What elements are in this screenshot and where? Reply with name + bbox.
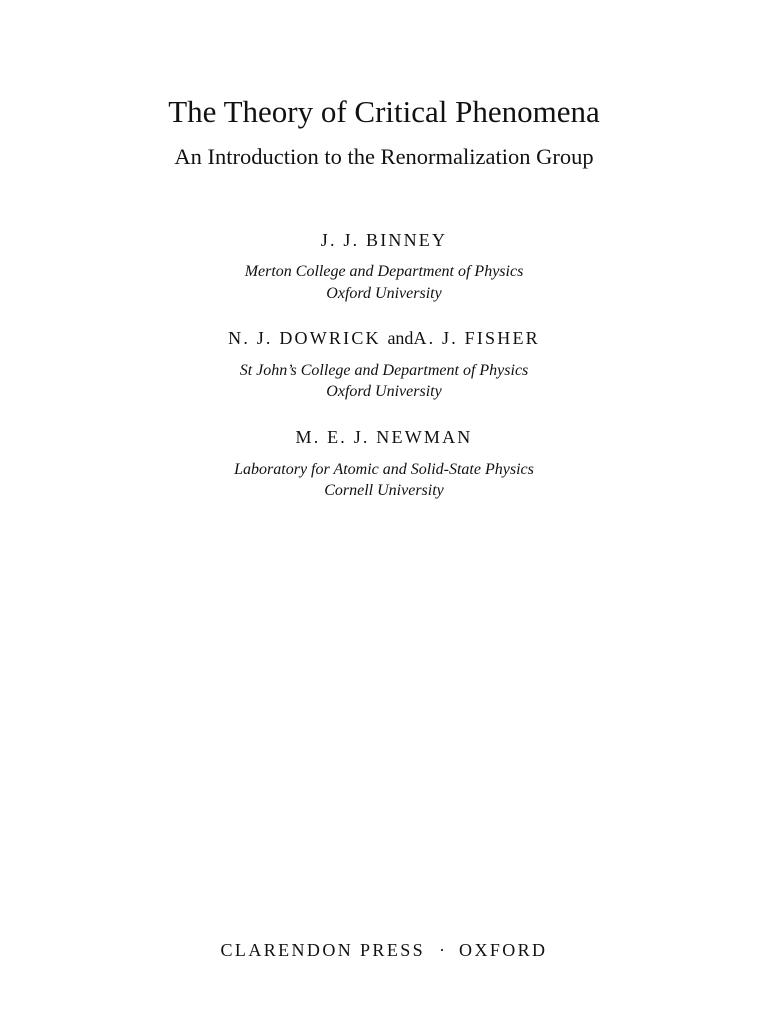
- affiliation-dowrick-fisher-line2: Oxford University: [326, 383, 442, 400]
- author-binney: J. J. BINNEY: [320, 230, 448, 250]
- book-title: The Theory of Critical Phenomena: [168, 94, 600, 129]
- author-joiner: and: [387, 328, 414, 348]
- book-subtitle: An Introduction to the Renormalization Group: [174, 144, 594, 169]
- author-fisher: A. J. FISHER: [413, 328, 540, 348]
- publisher-imprint: [0, 938, 768, 962]
- author-dowrick-fisher: [0, 326, 768, 350]
- affiliation-newman-line1: Laboratory for Atomic and Solid-State Physics: [234, 461, 534, 478]
- publisher-separator: ·: [439, 940, 446, 960]
- affiliation-dowrick-fisher-line1: St John’s College and Department of Physics: [239, 362, 529, 379]
- publisher-place: OXFORD: [459, 940, 548, 960]
- author-newman: M. E. J. NEWMAN: [295, 427, 473, 447]
- affiliation-binney-line2: Oxford University: [326, 285, 442, 302]
- author-dowrick: N. J. DOWRICK: [228, 328, 381, 348]
- affiliation-newman-line2: Cornell University: [324, 482, 444, 499]
- affiliation-binney-line1: Merton College and Department of Physics: [244, 263, 524, 280]
- publisher-name: CLARENDON PRESS: [220, 940, 426, 960]
